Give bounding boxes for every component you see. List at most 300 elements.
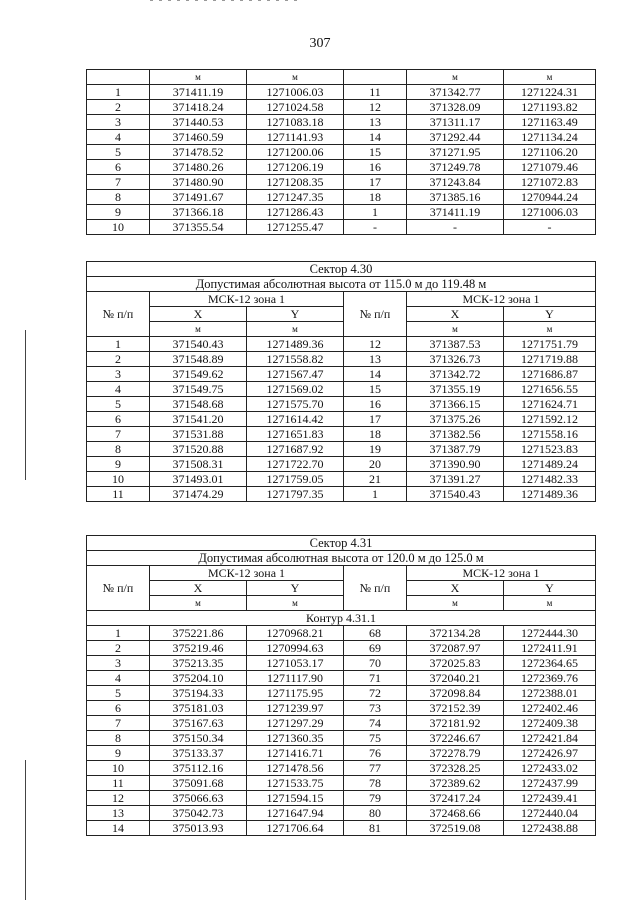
table-row <box>87 731 596 746</box>
x-value: 375204.10 <box>150 671 247 686</box>
y-value: 1271614.42 <box>247 412 344 427</box>
y-value: 1272439.41 <box>504 791 596 806</box>
x-value: 375213.35 <box>150 656 247 671</box>
point-number: 14 <box>344 367 407 382</box>
y-value: 1271247.35 <box>247 190 344 205</box>
x-value: 371508.31 <box>150 457 247 472</box>
y-value: 1271575.70 <box>247 397 344 412</box>
point-number: 21 <box>344 472 407 487</box>
x-header: X <box>407 581 504 596</box>
table-row <box>87 671 596 686</box>
point-number: 18 <box>344 190 407 205</box>
point-number: 11 <box>87 776 150 791</box>
y-value: 1271797.35 <box>247 487 344 502</box>
y-value: 1271106.20 <box>504 145 596 160</box>
axis-header-row <box>87 581 596 596</box>
point-number: 16 <box>344 160 407 175</box>
x-value: 371549.75 <box>150 382 247 397</box>
table-body <box>87 70 596 235</box>
y-value: 1270994.63 <box>247 641 344 656</box>
x-value: - <box>407 220 504 235</box>
unit-cell: м <box>150 322 247 337</box>
point-number: 12 <box>344 100 407 115</box>
left-margin-line <box>25 330 26 480</box>
x-value: 371549.62 <box>150 367 247 382</box>
table-row <box>87 145 596 160</box>
point-number: 71 <box>344 671 407 686</box>
point-number: 3 <box>87 367 150 382</box>
x-value: 372087.97 <box>407 641 504 656</box>
x-value: 371460.59 <box>150 130 247 145</box>
y-value: 1271751.79 <box>504 337 596 352</box>
x-value: 371342.72 <box>407 367 504 382</box>
number-header: № п/п <box>87 292 150 337</box>
table-row <box>87 686 596 701</box>
y-value: 1271651.83 <box>247 427 344 442</box>
point-number: 4 <box>87 130 150 145</box>
y-value: 1271083.18 <box>247 115 344 130</box>
table-row <box>87 220 596 235</box>
y-value: 1271592.12 <box>504 412 596 427</box>
point-number: 1 <box>87 337 150 352</box>
y-value: 1271193.82 <box>504 100 596 115</box>
height-row <box>87 277 596 292</box>
y-value: 1271624.71 <box>504 397 596 412</box>
unit-cell <box>87 70 150 85</box>
table-row <box>87 412 596 427</box>
point-number: 17 <box>344 175 407 190</box>
point-number: 8 <box>87 731 150 746</box>
y-value: 1271286.43 <box>247 205 344 220</box>
y-value: 1271200.06 <box>247 145 344 160</box>
x-header: X <box>150 307 247 322</box>
table-row <box>87 427 596 442</box>
axis-header-row <box>87 307 596 322</box>
unit-cell: м <box>504 322 596 337</box>
table-row <box>87 85 596 100</box>
point-number: 10 <box>87 472 150 487</box>
y-value: 1270944.24 <box>504 190 596 205</box>
x-value: 372040.21 <box>407 671 504 686</box>
coordinates-table-continuation <box>86 69 596 235</box>
y-value: 1271224.31 <box>504 85 596 100</box>
y-value: 1272411.91 <box>504 641 596 656</box>
x-value: 371342.77 <box>407 85 504 100</box>
x-value: 375219.46 <box>150 641 247 656</box>
x-value: 371328.09 <box>407 100 504 115</box>
system-header-row <box>87 566 596 581</box>
x-value: 371385.16 <box>407 190 504 205</box>
number-header: № п/п <box>344 566 407 611</box>
x-value: 375091.68 <box>150 776 247 791</box>
y-value: - <box>504 220 596 235</box>
point-number: 74 <box>344 716 407 731</box>
point-number: 1 <box>87 626 150 641</box>
point-number: 11 <box>87 487 150 502</box>
x-value: 372181.92 <box>407 716 504 731</box>
table-row <box>87 656 596 671</box>
x-value: 371366.18 <box>150 205 247 220</box>
point-number: 77 <box>344 761 407 776</box>
table-row <box>87 205 596 220</box>
x-value: 371243.84 <box>407 175 504 190</box>
x-value: 375112.16 <box>150 761 247 776</box>
y-value: 1271647.94 <box>247 806 344 821</box>
x-value: 372246.67 <box>407 731 504 746</box>
units-row <box>87 322 596 337</box>
y-value: 1272388.01 <box>504 686 596 701</box>
point-number: 68 <box>344 626 407 641</box>
point-number: - <box>344 220 407 235</box>
point-number: 13 <box>344 352 407 367</box>
point-number: 3 <box>87 115 150 130</box>
table-body <box>87 536 596 836</box>
x-value: 372152.39 <box>407 701 504 716</box>
y-header: Y <box>504 307 596 322</box>
x-value: 371311.17 <box>407 115 504 130</box>
y-value: 1272440.04 <box>504 806 596 821</box>
y-value: 1271706.64 <box>247 821 344 836</box>
x-value: 372098.84 <box>407 686 504 701</box>
y-value: 1271006.03 <box>247 85 344 100</box>
x-value: 371531.88 <box>150 427 247 442</box>
y-value: 1271206.19 <box>247 160 344 175</box>
point-number: 11 <box>344 85 407 100</box>
point-number: 78 <box>344 776 407 791</box>
point-number: 15 <box>344 382 407 397</box>
y-value: 1271006.03 <box>504 205 596 220</box>
x-value: 371355.19 <box>407 382 504 397</box>
point-number: 4 <box>87 671 150 686</box>
unit-cell: м <box>504 596 596 611</box>
point-number: 73 <box>344 701 407 716</box>
y-value: 1271759.05 <box>247 472 344 487</box>
y-value: 1271117.90 <box>247 671 344 686</box>
unit-cell <box>344 70 407 85</box>
point-number: 20 <box>344 457 407 472</box>
contour-row <box>87 611 596 626</box>
unit-cell: м <box>504 70 596 85</box>
x-value: 371548.89 <box>150 352 247 367</box>
y-value: 1271656.55 <box>504 382 596 397</box>
y-value: 1272409.38 <box>504 716 596 731</box>
table-row <box>87 190 596 205</box>
point-number: 6 <box>87 412 150 427</box>
y-value: 1272426.97 <box>504 746 596 761</box>
table-row <box>87 100 596 115</box>
y-value: 1272402.46 <box>504 701 596 716</box>
y-value: 1270968.21 <box>247 626 344 641</box>
x-value: 371387.79 <box>407 442 504 457</box>
coordinate-system-right: МСК-12 зона 1 <box>407 566 596 581</box>
y-value: 1271482.33 <box>504 472 596 487</box>
table-row <box>87 352 596 367</box>
x-value: 371391.27 <box>407 472 504 487</box>
x-value: 371387.53 <box>407 337 504 352</box>
unit-cell: м <box>247 596 344 611</box>
point-number: 70 <box>344 656 407 671</box>
y-value: 1271297.29 <box>247 716 344 731</box>
x-value: 375042.73 <box>150 806 247 821</box>
point-number: 1 <box>87 85 150 100</box>
point-number: 18 <box>344 427 407 442</box>
x-value: 371411.19 <box>407 205 504 220</box>
y-value: 1271533.75 <box>247 776 344 791</box>
y-header: Y <box>504 581 596 596</box>
table-row <box>87 382 596 397</box>
point-number: 2 <box>87 352 150 367</box>
y-value: 1272421.84 <box>504 731 596 746</box>
sector-title: Сектор 4.30 <box>87 262 596 277</box>
table-row <box>87 457 596 472</box>
coordinate-system-left: МСК-12 зона 1 <box>150 566 344 581</box>
x-value: 371480.26 <box>150 160 247 175</box>
y-value: 1271523.83 <box>504 442 596 457</box>
number-header: № п/п <box>344 292 407 337</box>
x-value: 371375.26 <box>407 412 504 427</box>
sector-title-row <box>87 536 596 551</box>
x-value: 375013.93 <box>150 821 247 836</box>
point-number: 72 <box>344 686 407 701</box>
point-number: 13 <box>344 115 407 130</box>
y-value: 1272438.88 <box>504 821 596 836</box>
table-row <box>87 791 596 806</box>
x-value: 372468.66 <box>407 806 504 821</box>
units-row <box>87 70 596 85</box>
y-value: 1271239.97 <box>247 701 344 716</box>
table-row <box>87 776 596 791</box>
point-number: 7 <box>87 716 150 731</box>
y-value: 1271478.56 <box>247 761 344 776</box>
table-row <box>87 130 596 145</box>
sector-4-31-table <box>86 535 596 836</box>
point-number: 3 <box>87 656 150 671</box>
table-row <box>87 806 596 821</box>
point-number: 76 <box>344 746 407 761</box>
point-number: 13 <box>87 806 150 821</box>
point-number: 5 <box>87 145 150 160</box>
y-value: 1271594.15 <box>247 791 344 806</box>
point-number: 6 <box>87 160 150 175</box>
x-value: 371520.88 <box>150 442 247 457</box>
x-value: 371540.43 <box>150 337 247 352</box>
x-value: 371478.52 <box>150 145 247 160</box>
y-value: 1271024.58 <box>247 100 344 115</box>
x-value: 372519.08 <box>407 821 504 836</box>
y-value: 1271141.93 <box>247 130 344 145</box>
x-value: 371540.43 <box>407 487 504 502</box>
x-value: 371491.67 <box>150 190 247 205</box>
height-row <box>87 551 596 566</box>
page-number: 307 <box>309 36 331 51</box>
table-row <box>87 367 596 382</box>
table-row <box>87 175 596 190</box>
point-number: 10 <box>87 761 150 776</box>
y-value: 1271558.16 <box>504 427 596 442</box>
x-value: 372025.83 <box>407 656 504 671</box>
y-value: 1271567.47 <box>247 367 344 382</box>
y-value: 1271208.35 <box>247 175 344 190</box>
y-value: 1272369.76 <box>504 671 596 686</box>
x-value: 375194.33 <box>150 686 247 701</box>
x-value: 371541.20 <box>150 412 247 427</box>
x-value: 371382.56 <box>407 427 504 442</box>
allowed-height: Допустимая абсолютная высота от 120.0 м до 125.0 м <box>87 551 596 566</box>
y-value: 1271722.70 <box>247 457 344 472</box>
y-value: 1271719.88 <box>504 352 596 367</box>
x-value: 372328.25 <box>407 761 504 776</box>
x-value: 372417.24 <box>407 791 504 806</box>
y-value: 1271079.46 <box>504 160 596 175</box>
table-row <box>87 746 596 761</box>
point-number: 7 <box>87 427 150 442</box>
table-row <box>87 641 596 656</box>
coordinate-system-left: МСК-12 зона 1 <box>150 292 344 307</box>
table-row <box>87 487 596 502</box>
x-value: 371292.44 <box>407 130 504 145</box>
x-value: 375133.37 <box>150 746 247 761</box>
point-number: 2 <box>87 100 150 115</box>
point-number: 81 <box>344 821 407 836</box>
x-value: 371271.95 <box>407 145 504 160</box>
x-value: 371474.29 <box>150 487 247 502</box>
point-number: 2 <box>87 641 150 656</box>
point-number: 7 <box>87 175 150 190</box>
point-number: 5 <box>87 397 150 412</box>
unit-cell: м <box>407 596 504 611</box>
x-value: 371366.15 <box>407 397 504 412</box>
sector-title: Сектор 4.31 <box>87 536 596 551</box>
unit-cell: м <box>150 70 247 85</box>
y-value: 1271360.35 <box>247 731 344 746</box>
point-number: 5 <box>87 686 150 701</box>
point-number: 16 <box>344 397 407 412</box>
point-number: 14 <box>344 130 407 145</box>
y-value: 1271163.49 <box>504 115 596 130</box>
x-header: X <box>407 307 504 322</box>
x-value: 371411.19 <box>150 85 247 100</box>
table-row <box>87 761 596 776</box>
y-value: 1271489.36 <box>504 487 596 502</box>
y-value: 1271175.95 <box>247 686 344 701</box>
y-value: 1272444.30 <box>504 626 596 641</box>
table-row <box>87 716 596 731</box>
point-number: 1 <box>344 487 407 502</box>
table-row <box>87 701 596 716</box>
y-value: 1271416.71 <box>247 746 344 761</box>
point-number: 79 <box>344 791 407 806</box>
unit-cell: м <box>247 70 344 85</box>
x-value: 375181.03 <box>150 701 247 716</box>
table-row <box>87 397 596 412</box>
point-number: 19 <box>344 442 407 457</box>
point-number: 8 <box>87 442 150 457</box>
y-value: 1272437.99 <box>504 776 596 791</box>
number-header: № п/п <box>87 566 150 611</box>
point-number: 9 <box>87 746 150 761</box>
y-value: 1271558.82 <box>247 352 344 367</box>
point-number: 4 <box>87 382 150 397</box>
table-row <box>87 160 596 175</box>
x-value: 372389.62 <box>407 776 504 791</box>
coordinate-system-right: МСК-12 зона 1 <box>407 292 596 307</box>
point-number: 14 <box>87 821 150 836</box>
table-row <box>87 472 596 487</box>
y-header: Y <box>247 581 344 596</box>
units-row <box>87 596 596 611</box>
y-value: 1271053.17 <box>247 656 344 671</box>
x-value: 372278.79 <box>407 746 504 761</box>
point-number: 9 <box>87 205 150 220</box>
x-value: 371440.53 <box>150 115 247 130</box>
unit-cell: м <box>407 70 504 85</box>
x-value: 371480.90 <box>150 175 247 190</box>
point-number: 69 <box>344 641 407 656</box>
top-edge-marks <box>0 0 640 2</box>
unit-cell: м <box>247 322 344 337</box>
unit-cell: м <box>150 596 247 611</box>
sector-4-30-table <box>86 261 596 502</box>
left-margin-line <box>25 760 26 900</box>
point-number: 1 <box>344 205 407 220</box>
x-value: 371548.68 <box>150 397 247 412</box>
point-number: 12 <box>87 791 150 806</box>
y-value: 1271134.24 <box>504 130 596 145</box>
table-row <box>87 821 596 836</box>
x-header: X <box>150 581 247 596</box>
y-value: 1271489.36 <box>247 337 344 352</box>
y-value: 1271072.83 <box>504 175 596 190</box>
table-row <box>87 115 596 130</box>
system-header-row <box>87 292 596 307</box>
y-header: Y <box>247 307 344 322</box>
y-value: 1271569.02 <box>247 382 344 397</box>
point-number: 17 <box>344 412 407 427</box>
x-value: 371493.01 <box>150 472 247 487</box>
point-number: 12 <box>344 337 407 352</box>
x-value: 375221.86 <box>150 626 247 641</box>
point-number: 75 <box>344 731 407 746</box>
y-value: 1271255.47 <box>247 220 344 235</box>
x-value: 371249.78 <box>407 160 504 175</box>
x-value: 372134.28 <box>407 626 504 641</box>
x-value: 371326.73 <box>407 352 504 367</box>
y-value: 1271489.24 <box>504 457 596 472</box>
x-value: 375066.63 <box>150 791 247 806</box>
x-value: 371390.90 <box>407 457 504 472</box>
table-body <box>87 262 596 502</box>
point-number: 15 <box>344 145 407 160</box>
point-number: 9 <box>87 457 150 472</box>
y-value: 1271686.87 <box>504 367 596 382</box>
unit-cell: м <box>407 322 504 337</box>
point-number: 8 <box>87 190 150 205</box>
table-row <box>87 337 596 352</box>
x-value: 371418.24 <box>150 100 247 115</box>
y-value: 1272364.65 <box>504 656 596 671</box>
x-value: 371355.54 <box>150 220 247 235</box>
point-number: 10 <box>87 220 150 235</box>
table-row <box>87 626 596 641</box>
contour-title: Контур 4.31.1 <box>87 611 596 626</box>
table-row <box>87 442 596 457</box>
sector-title-row <box>87 262 596 277</box>
y-value: 1272433.02 <box>504 761 596 776</box>
point-number: 6 <box>87 701 150 716</box>
x-value: 375150.34 <box>150 731 247 746</box>
point-number: 80 <box>344 806 407 821</box>
x-value: 375167.63 <box>150 716 247 731</box>
